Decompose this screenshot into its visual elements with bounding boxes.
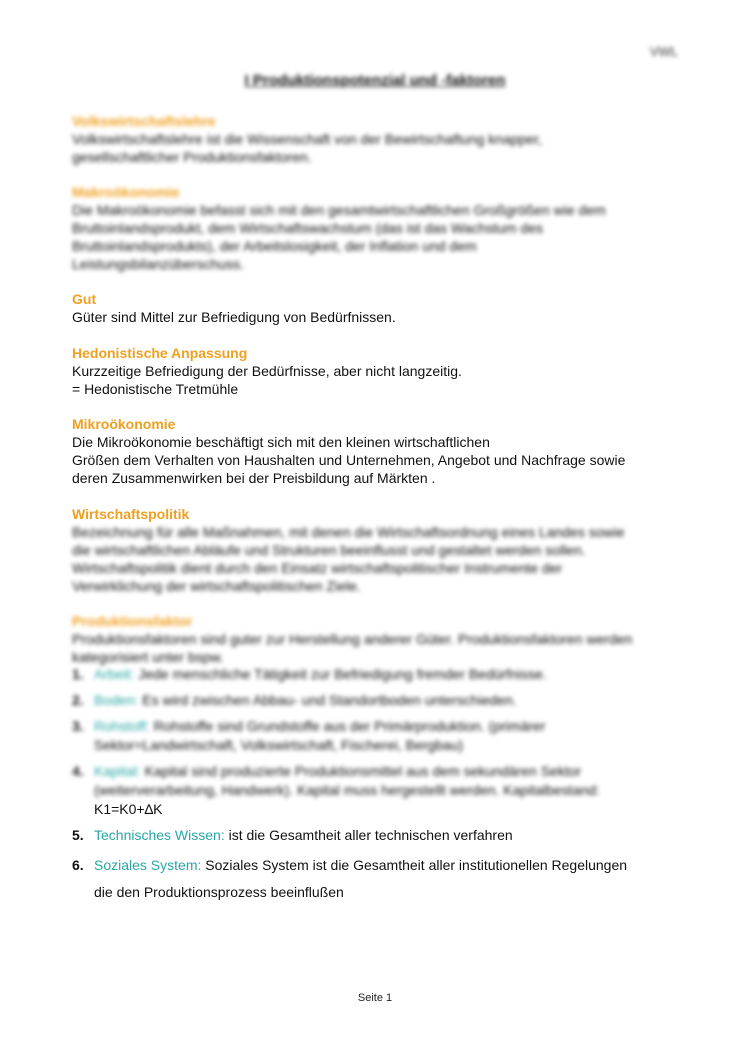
section-heading: Gut	[72, 291, 97, 307]
list-text: ist die Gesamtheit aller technischen verfahren	[228, 827, 513, 843]
section-line: Wirtschaftspolitik dient durch den Einsatz wirtschaftspolitischer Instrumente der	[72, 560, 563, 576]
section-heading: Volkswirtschaftslehre	[72, 113, 216, 129]
list-body-blurred	[94, 762, 682, 800]
section-heading: Makroökonomie	[72, 184, 180, 200]
list-term: Soziales System:	[94, 857, 202, 873]
list-text: Es wird zwischen Abbau- und Standortboden unterschieden.	[142, 692, 517, 708]
section-hedonistische-anpassung	[72, 344, 672, 398]
section-heading: Mikroökonomie	[72, 416, 176, 432]
section-wirtschaftspolitik	[72, 505, 672, 595]
list-number: 3.	[72, 718, 84, 734]
section-mikrooekonomie	[72, 415, 672, 487]
list-extra: die den Produktionsprozess beeinflußen	[94, 884, 344, 900]
list-item	[72, 665, 682, 684]
section-gut	[72, 290, 672, 326]
page-number: Seite 1	[357, 992, 393, 1004]
section-line: gesellschaftlicher Produktionsfaktoren.	[72, 149, 312, 165]
list-item	[72, 691, 682, 710]
list-text: Kapital sind produzierte Produktionsmittel aus dem sekundären Sektor (weiterverarbeitung, Handwerk). Kapital muss hergestellt werden. Kapitalbestand:	[94, 763, 600, 798]
list-item	[72, 717, 682, 755]
section-line: die wirtschaftlichen Abläufe und Strukturen beeinflusst und gestaltet werden sollen.	[72, 542, 586, 558]
production-factors-list	[72, 665, 682, 913]
list-term: Arbeit:	[94, 666, 135, 682]
header-subject: VWL	[649, 44, 678, 59]
section-line: Bruttoinlandsprodukt, dem Wirtschaftswachstum (das ist das Wachstum des	[72, 220, 543, 236]
section-line: Güter sind Mittel zur Befriedigung von Bedürfnissen.	[72, 309, 396, 325]
list-number: 1.	[72, 666, 84, 682]
list-item	[72, 826, 682, 845]
section-line: deren Zusammenwirken bei der Preisbildung auf Märkten .	[72, 470, 436, 486]
section-line: Verwirklichung der wirtschaftspolitischen Ziele.	[72, 578, 361, 594]
list-item	[72, 852, 682, 906]
section-line: Bruttoinlandsprodukts), der Arbeitslosigkeit, der Inflation und dem	[72, 238, 477, 254]
section-volkswirtschaftslehre	[72, 112, 672, 166]
list-item	[72, 762, 682, 819]
section-line: Kurzzeitige Befriedigung der Bedürfnisse, aber nicht langzeitig.	[72, 363, 462, 379]
section-line: Bezeichnung für alle Maßnahmen, mit denen die Wirtschaftsordnung eines Landes sowie	[72, 524, 625, 540]
list-number: 2.	[72, 692, 84, 708]
list-term: Boden:	[94, 692, 139, 708]
list-term: Rohstoff:	[94, 718, 150, 734]
section-line: kategorisiert unter bspw.	[72, 649, 224, 665]
section-heading: Hedonistische Anpassung	[72, 345, 248, 361]
section-body	[72, 523, 672, 595]
page-title: I Produktionspotenzial und -faktoren	[244, 72, 506, 89]
section-heading: Wirtschaftspolitik	[72, 506, 190, 522]
section-line: Leistungsbilanzüberschuss.	[72, 256, 244, 272]
list-text: Rohstoffe sind Grundstoffe aus der Primärproduktion. (primärer Sektor=Landwirtschaft, Volkswirtschaft, Fischerei, Bergbau)	[94, 718, 546, 753]
section-line: Volkswirtschaftslehre ist die Wissenschaft von der Bewirtschaftung knapper,	[72, 131, 542, 147]
list-number: 4.	[72, 763, 84, 779]
list-text: Jede menschliche Tätigkeit zur Befriedigung fremder Bedürfnisse.	[138, 666, 547, 682]
list-term: Kapital:	[94, 763, 141, 779]
section-heading: Produktionsfaktor	[72, 613, 193, 629]
section-line: Produktionsfaktoren sind guter zur Herstellung anderer Güter. Produktionsfaktoren werden	[72, 631, 633, 647]
list-text: Soziales System ist die Gesamtheit aller institutionellen Regelungen	[205, 857, 628, 873]
section-line: = Hedonistische Tretmühle	[72, 381, 239, 397]
section-makrooekonomie	[72, 183, 672, 273]
section-produktionsfaktor	[72, 612, 672, 666]
list-number: 6.	[72, 857, 84, 873]
section-line: Die Makroökonomie befasst sich mit den gesamtwirtschaftlichen Großgrößen wie dem	[72, 202, 606, 218]
section-line: Die Mikroökonomie beschäftigt sich mit den kleinen wirtschaftlichen	[72, 434, 490, 450]
list-number: 5.	[72, 827, 84, 843]
list-term: Technisches Wissen:	[94, 827, 225, 843]
section-line: Größen dem Verhalten von Haushalten und Unternehmen, Angebot und Nachfrage sowie	[72, 452, 626, 468]
list-extra: K1=K0+∆K	[94, 801, 163, 817]
